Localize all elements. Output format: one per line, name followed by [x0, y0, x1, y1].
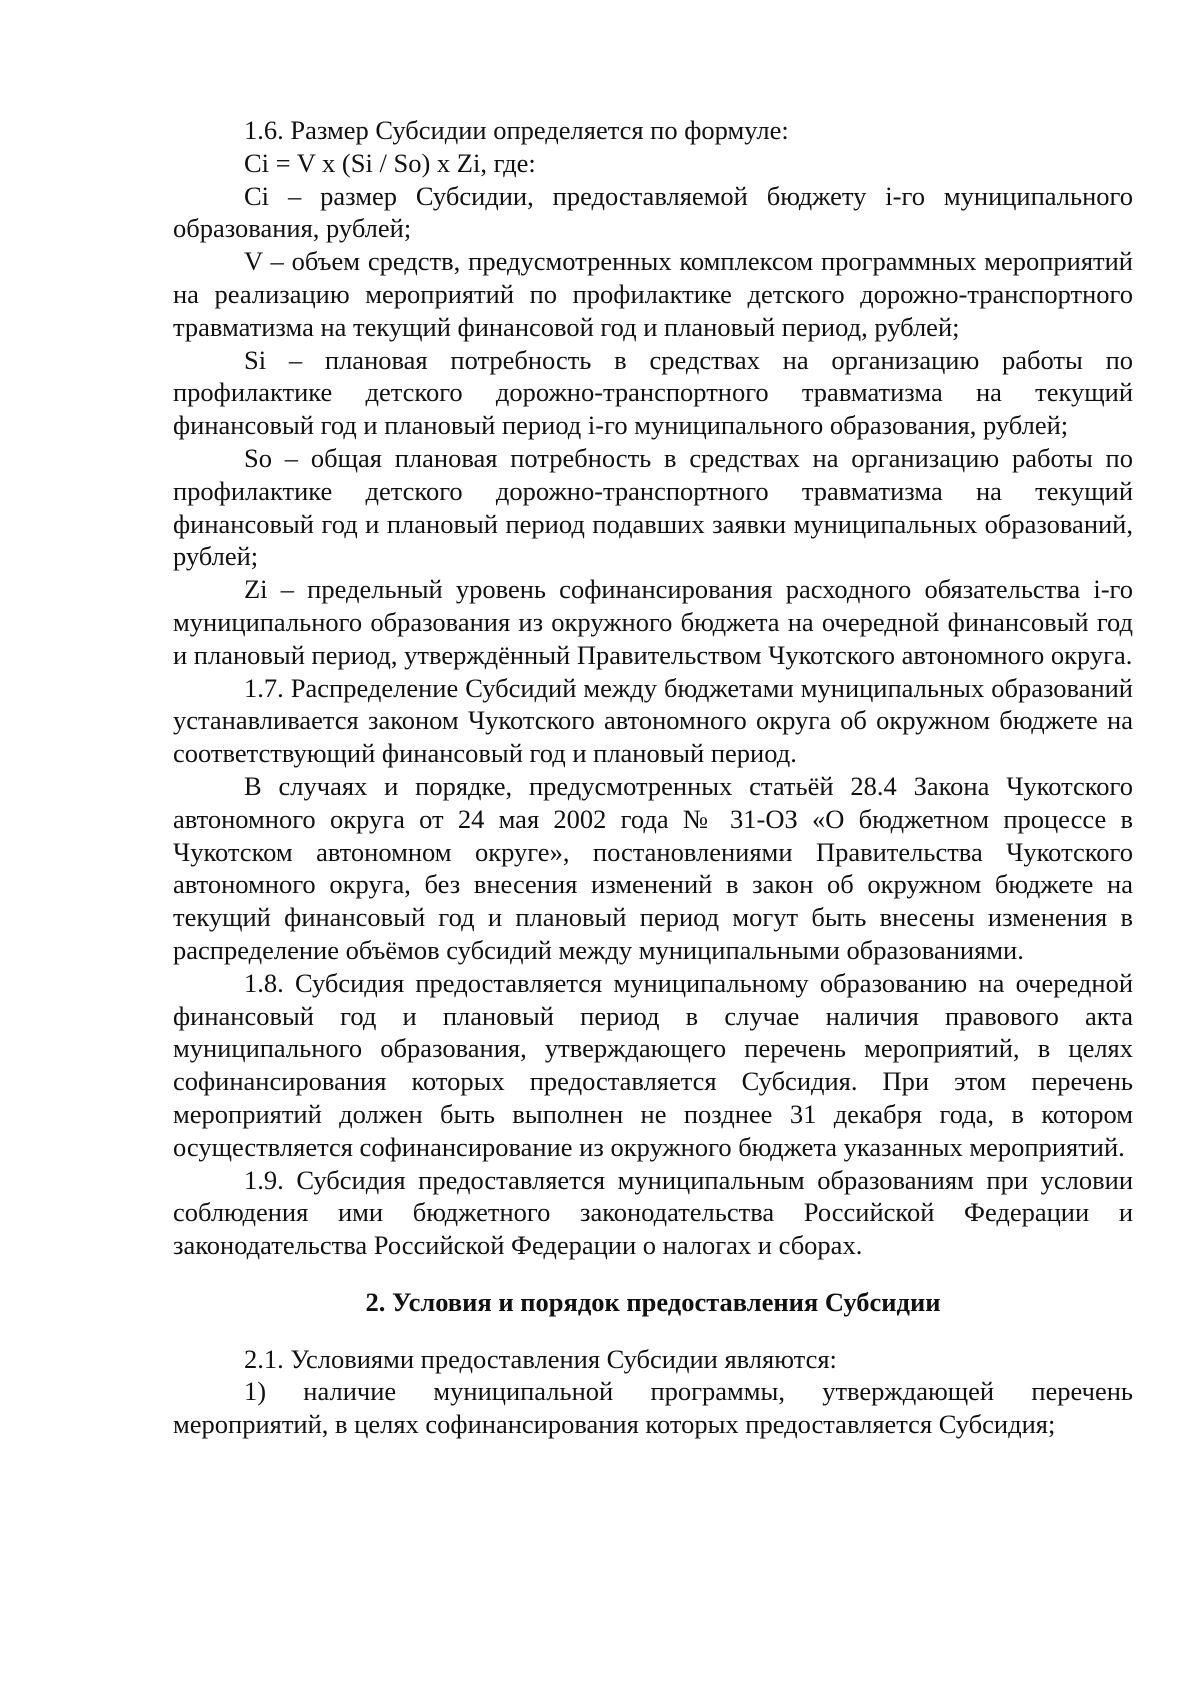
definition-so: So – общая плановая потребность в средствах на организацию работы по профилактике детского дорожно-транспортного травматизма на текущий финансовый год и плановый период подавших заявки муниципальных образований, рублей;	[173, 442, 1133, 572]
paragraph-1-7: 1.7. Распределение Субсидий между бюджетами муниципальных образований устанавливается законом Чукотского автономного округа об окружном бюджете на соответствующий финансовый год и плановый период.	[173, 672, 1133, 769]
paragraph-2-1: 2.1. Условиями предоставления Субсидии являются:	[244, 1343, 837, 1374]
paragraph-1-8: 1.8. Субсидия предоставляется муниципальному образованию на очередной финансовый год и плановый период в случае наличия правового акта муниципального образования, утверждающего перечень мероприятий, в целях софинансирования которых предоставляется Субсидия. При этом перечень мероприятий должен быть выполнен не позднее 31 декабря года, в котором осуществляется софинансирование из окружного бюджета указанных мероприятий.	[173, 967, 1133, 1162]
definition-v: V – объем средств, предусмотренных комплексом программных мероприятий на реализацию мероприятий по профилактике детского дорожно-транспортного травматизма на текущий финансовой год и плановый период, рублей;	[173, 246, 1133, 342]
definition-si: Si – плановая потребность в средствах на организацию работы по профилактике детского дорожно-транспортного травматизма на текущий финансовый год и плановый период i-го муниципального образования, рублей;	[173, 344, 1133, 441]
definition-zi: Zi – предельный уровень софинансирования расходного обязательства i-го муниципального образования из окружного бюджета на очередной финансовый год и плановый период, утверждённый Правительством Чукотского автономного округа.	[173, 574, 1133, 670]
paragraph-changes: В случаях и порядке, предусмотренных статьёй 28.4 Закона Чукотского автономного округа от 24 мая 2002 года № 31-ОЗ «О бюджетном процессе в Чукотском автономном округе», постановлениями Правительства Чукотского автономного округа, без внесения изменений в закон об окружном бюджете на текущий финансовый год и плановый период могут быть внесены изменения в распределение объёмов субсидий между муниципальными образованиями.	[173, 770, 1133, 965]
document-page	[173, 114, 1133, 1441]
formula: Ci = V x (Si / So) x Zi, где:	[244, 147, 536, 178]
paragraph-1-9: 1.9. Субсидия предоставляется муниципальным образованиям при условии соблюдения ими бюджетного законодательства Российской Федерации и законодательства Российской Федерации о налогах и сборах.	[173, 1164, 1133, 1261]
definition-ci: Ci – размер Субсидии, предоставляемой бюджету i-го муниципального образования, рублей;	[173, 180, 1133, 244]
condition-1: 1) наличие муниципальной программы, утверждающей перечень мероприятий, в целях софинансирования которых предоставляется Субсидия;	[173, 1376, 1133, 1440]
paragraph-1-6: 1.6. Размер Субсидии определяется по формуле:	[244, 115, 789, 145]
section-heading: 2. Условия и порядок предоставления Субсидии	[365, 1286, 941, 1317]
